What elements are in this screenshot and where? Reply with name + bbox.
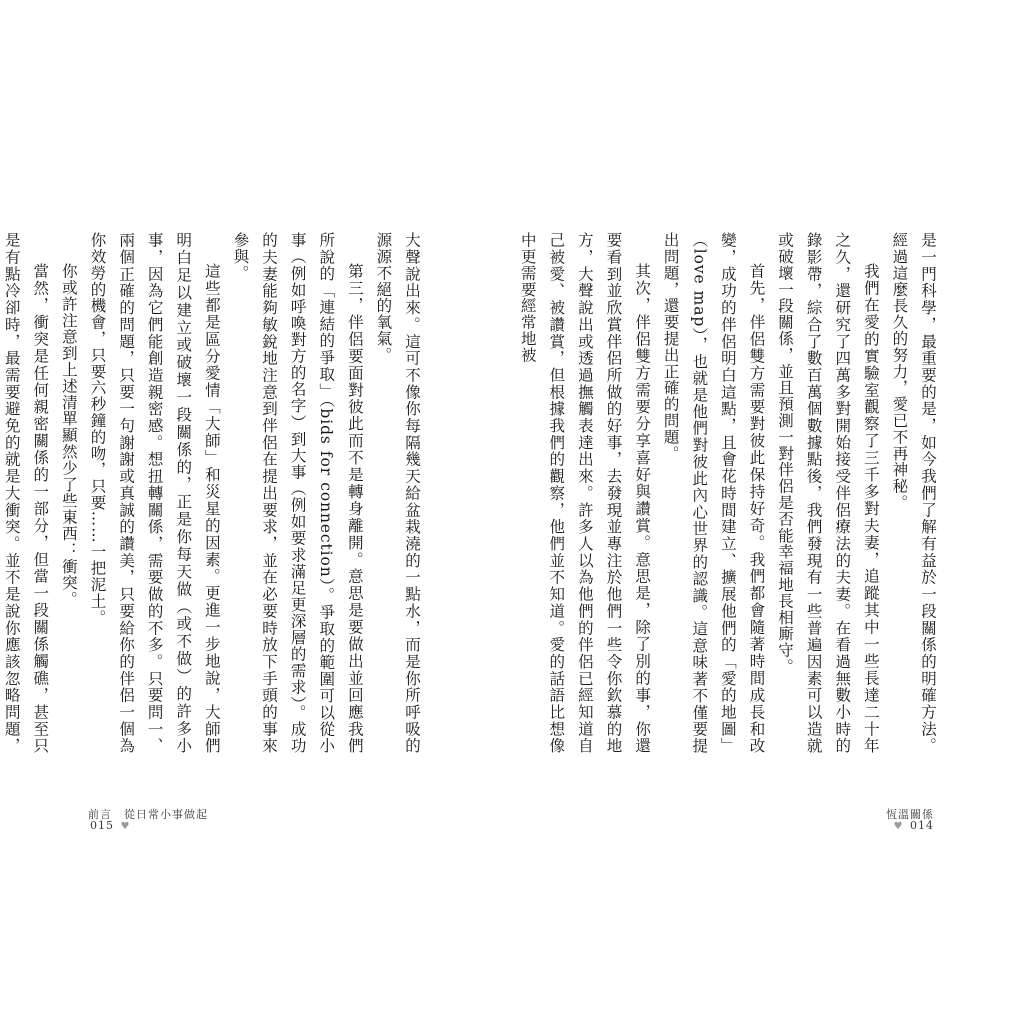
paragraph: 我們在愛的實驗室觀察了三千多對夫妻，追蹤其中一些長達二十年之久，還研究了四萬多對開始接受伴侶療法的夫妻。在看過無數小時的錄影帶，綜合了數百萬個數據點後，我們發現有一些普遍因素可以造就或破壞一段關係，並且預測一對伴侶是否能幸福地長相廝守。 <box>776 232 880 754</box>
page-number: 014 <box>910 819 934 832</box>
page-number: 015 <box>90 819 114 832</box>
paragraph: 其次，伴侶雙方需要分享喜好與讚賞。意思是，除了別的事，你還要看到並欣賞伴侶所做的好事，去發現並專注於他們一些令你欽慕的地方，大聲說出或透過撫觸表達出來。許多人以為他們的伴侶已經知道自己被愛、被讚賞，但根據我們的觀察，他們並不知道。愛的話語比想像中更需要經常地被 <box>518 232 652 754</box>
left-page-body <box>2 232 426 754</box>
page-number-block <box>894 819 936 832</box>
paragraph: 你或許注意到上述清單顯然少了些東西：衝突。 <box>59 263 78 608</box>
heart-icon: ♥ <box>120 821 131 832</box>
paragraph: 這些都是區分愛情「大師」和災星的因素。更進一步地說，大師們明白足以建立或破壞一段關係的，正是你每天做（或不做）的許多小事，因為它們能創造親密感。想扭轉關係，需要做的不多。只要問一、兩個正確的問題，只要一句謝謝或真誠的讚美，只要給你的伴侶一個為你效勞的機會，只要六秒鐘的吻，只要……一把泥土。 <box>88 232 221 754</box>
paragraph: 大聲說出來。這可不像你每隔幾天給盆栽澆的一點水，而是你所呼吸的源源不絕的氧氣。 <box>374 232 421 754</box>
right-page-body <box>518 232 942 754</box>
paragraph: 第三，伴侶要面對彼此而不是轉身離開。意思是要做出並回應我們所說的「連結的爭取」（bids for connection）。爭取的範圍可以從小事（例如呼喚對方的名字）到大事（例如要求滿足更深層的需求）。成功的夫妻能夠敏銳地注意到伴侶在提出要求，並在必要時放下手頭的事來參與。 <box>231 232 364 754</box>
right-page <box>512 0 1024 1024</box>
paragraph: 首先，伴侶雙方需要對彼此保持好奇。我們都會隨著時間成長和改變，成功的伴侶明白這點，且會花時間建立、擴展他們的「愛的地圖」（love map），也就是他們對彼此內心世界的認識。這意味著不僅要提出問題，還要提出正確的問題。 <box>661 232 766 754</box>
heart-icon: ♥ <box>893 821 904 832</box>
paragraph: 當然，衝突是任何親密關係的一部分，但當一段關係觸礁，甚至只是有點冷卻時，最需要避免的就是大衝突。並不是說你應該忽略問題， <box>2 232 50 754</box>
page-number-block <box>88 819 130 832</box>
running-footer-title: 前言 從日常小事做起 <box>88 808 208 821</box>
running-footer-title: 恆溫關係 <box>886 808 934 821</box>
paragraph: 是一門科學，最重要的是，如今我們了解有益於一段關係的明確方法。經過這麼長久的努力，愛已不再神秘。 <box>890 232 937 754</box>
